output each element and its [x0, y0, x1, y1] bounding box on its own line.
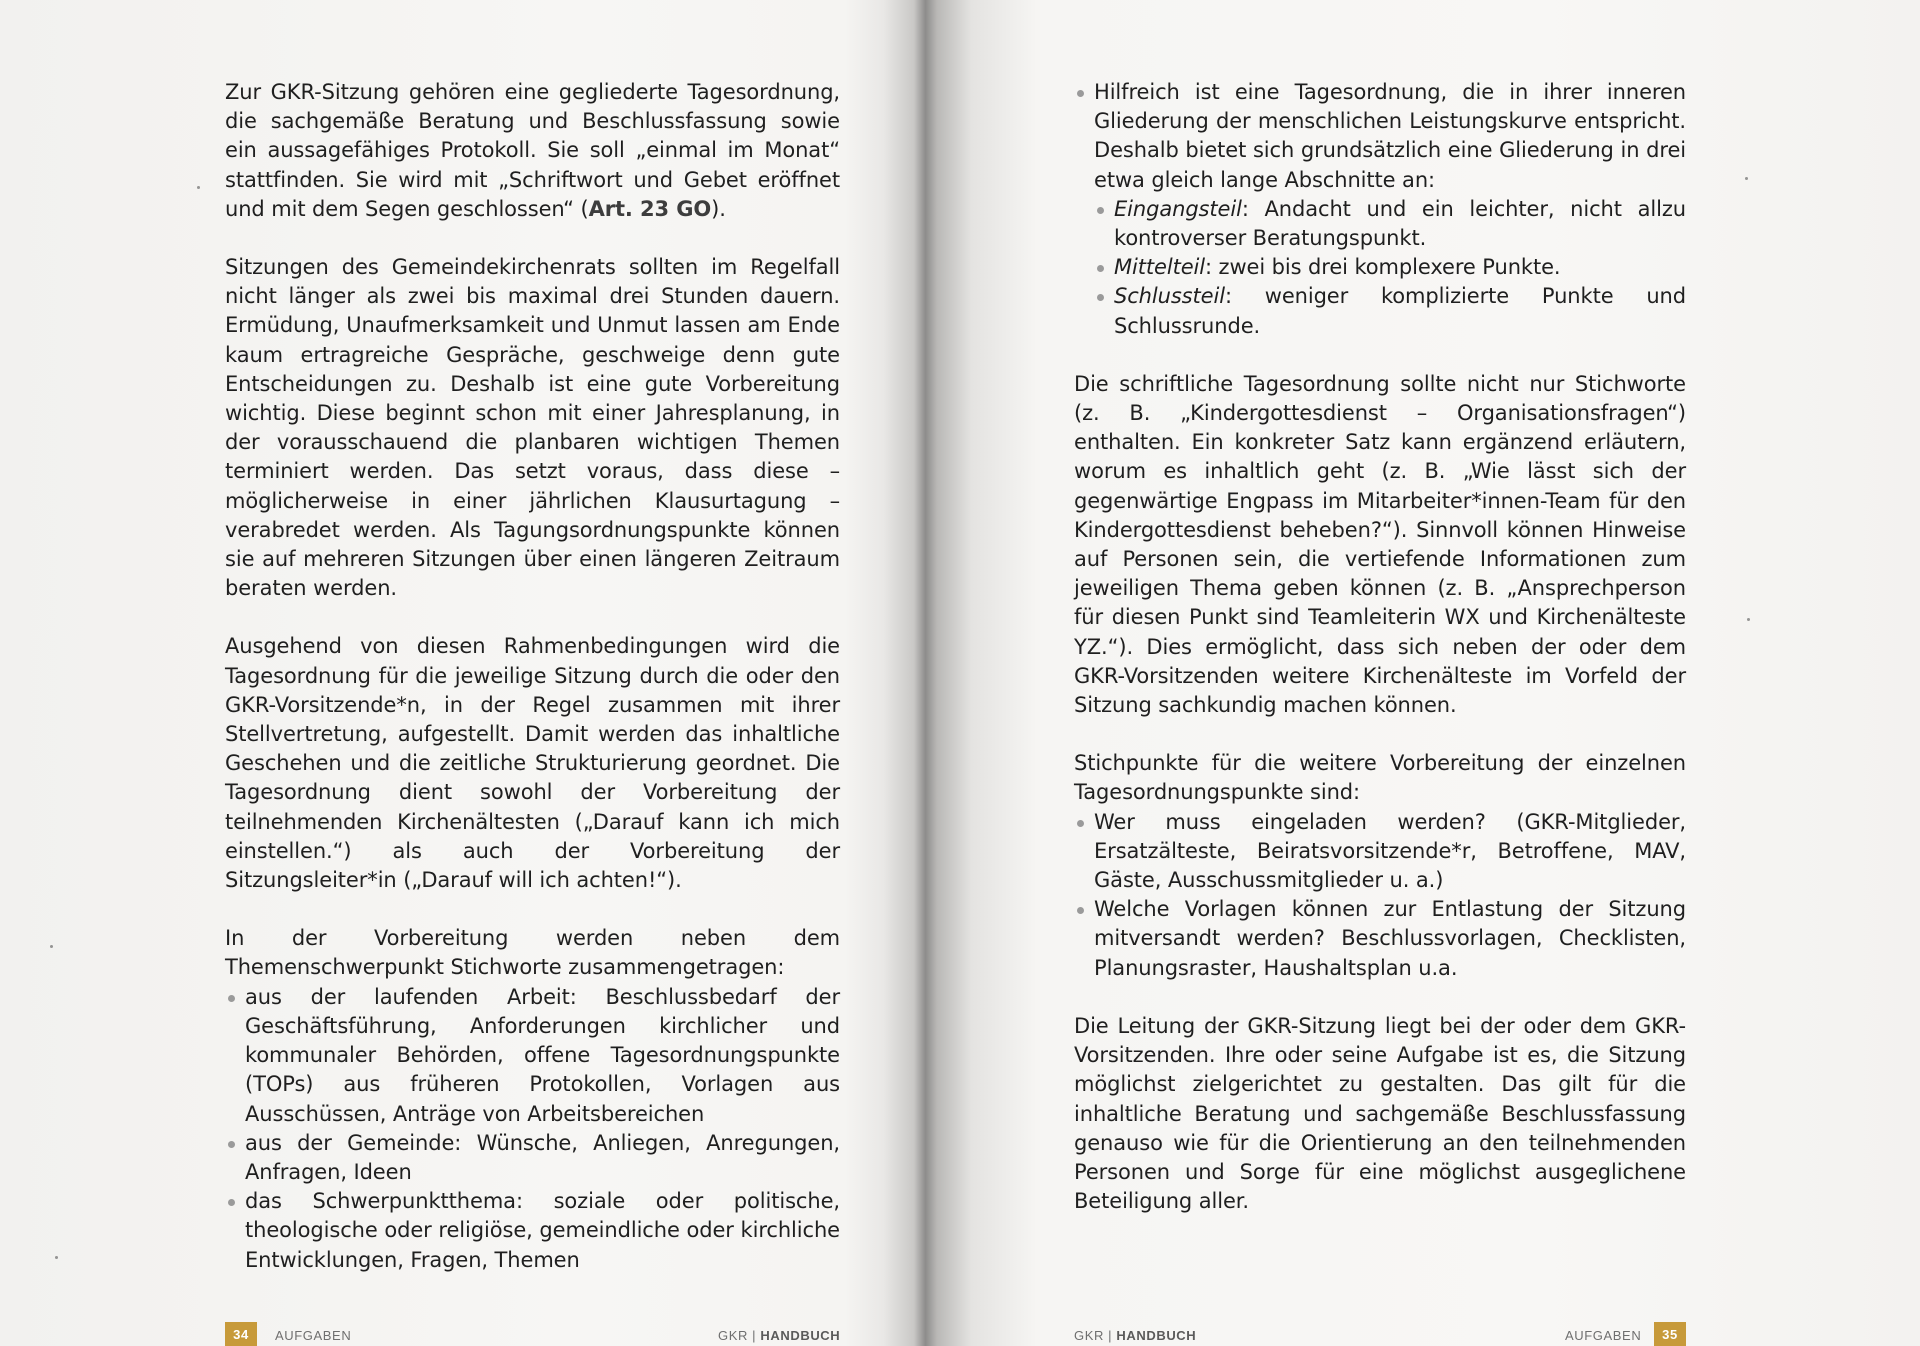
- paper-speck: [1745, 177, 1748, 180]
- bullet-list: [1074, 808, 1686, 983]
- paragraph-text: Zur GKR-Sitzung gehören eine gegliederte Tagesordnung, die sachgemäße Beratung und Beschlussfassung sowie ein aussagefähiges Protokoll. Sie soll „einmal im Monat“ stattfinden. Sie wird mit „Schriftwort und Gebet eröffnet und mit dem Segen geschlossen“ (: [225, 80, 840, 221]
- paragraph-sitzungsdauer: Sitzungen des Gemeindekirchenrats sollten im Regelfall nicht länger als zwei bis maximal drei Stunden dauern. Ermüdung, Unaufmerksamkeit und Unmut lassen am Ende kaum ertragreiche Gespräche, geschweige denn gute Entscheidungen zu. Deshalb ist eine gute Vorbereitung wichtig. Diese beginnt schon mit einer Jahresplanung, in der vorausschauend die planbaren wichtigen Themen terminiert werden. Das setzt voraus, dass diese – möglicherweise in einer jährlichen Klausurtagung – verabredet werden. Als Tagungsordnungspunkte können sie auf mehreren Sitzungen über einen längeren Zeitraum beraten werden.: [225, 255, 840, 601]
- list-item: [1094, 282, 1686, 340]
- paragraph-vorbereitung: [225, 924, 840, 1274]
- paragraph-schriftliche-tagesordnung: Die schriftliche Tagesordnung sollte nicht nur Stichworte (z. B. „Kindergottesdienst – Organisationsfragen“) enthalten. Ein konkreter Satz kann ergänzend erläutern, worum es inhaltlich geht (z. B. „Wie lässt sich der gegenwärtige Engpass im Mitarbeiter*innen-Team für den Kindergottesdienst beheben?“). Sinnvoll können Hinweise auf Personen sein, die vertiefende Informationen zum jeweiligen Thema geben können (z. B. „Ansprechperson für diesen Punkt sind Teamleiterin WX und Kirchenälteste YZ.“). Dies ermöglicht, dass sich neben der oder dem GKR-Vorsitzenden weitere Kirchenälteste im Vorfeld der Sitzung sachkundig machen können.: [1074, 371, 1686, 718]
- section-label: AUFGABEN: [275, 1328, 352, 1343]
- list-item: Welche Vorlagen können zur Entlastung der Sitzung mitversandt werden? Beschlussvorlagen, Checklisten, Planungsraster, Haushaltsplan u.a.: [1074, 895, 1686, 983]
- paragraph-intro: Stichpunkte für die weitere Vorbereitung der einzelnen Tagesordnungspunkte sind:: [1074, 751, 1686, 805]
- term: Mittelteil: [1114, 255, 1205, 280]
- left-page-body: [225, 78, 840, 1275]
- list-item: Wer muss eingeladen werden? (GKR-Mitglieder, Ersatzälteste, Beiratsvorsitzende*r, Betroffene, MAV, Gäste, Ausschussmitglieder u. a.): [1074, 808, 1686, 896]
- bullet-list: [225, 983, 840, 1275]
- paragraph-leitung: Die Leitung der GKR-Sitzung liegt bei der oder dem GKR-Vorsitzenden. Ihre oder seine Aufgabe ist es, die Sitzung möglichst zielgerichtet zu gestalten. Das gilt für die inhaltliche Beratung und sachgemäße Beschlussfassung genauso wie für die Orientierung an den teilnehmenden Personen und Sorge für eine möglichst ausgeglichene Beteiligung aller.: [1074, 1013, 1686, 1214]
- left-page: [0, 0, 930, 1346]
- page-number: 35: [1654, 1322, 1686, 1346]
- term: Eingangsteil: [1114, 196, 1242, 221]
- list-item: [1094, 253, 1686, 282]
- term: Schlussteil: [1114, 284, 1225, 309]
- right-page-body: [1074, 78, 1686, 1216]
- right-page: [960, 0, 1920, 1346]
- paragraph-rahmenbedingungen: Ausgehend von diesen Rahmenbedingungen wird die Tagesordnung für die jeweilige Sitzung durch die oder den GKR-Vorsitzende*n, in der Regel zusammen mit ihrer Stellvertretung, aufgestellt. Damit werden das inhaltliche Geschehen und die zeitliche Strukturierung geordnet. Die Tagesordnung dient sowohl der Vorbereitung der teilnehmenden Kirchenältesten („Darauf kann ich mich einstellen.“) als auch der Vorbereitung der Sitzungsleiter*in („Darauf will ich achten!“).: [225, 634, 840, 893]
- page-number: 34: [225, 1322, 257, 1346]
- paper-speck: [197, 186, 200, 189]
- paragraph-stichpunkte: [1074, 749, 1686, 983]
- article-reference: Art. 23 GO: [588, 196, 712, 221]
- paper-speck: [50, 945, 53, 948]
- term-description: : Andacht und ein leichter, nicht allzu kontroverser Beratungspunkt.: [1114, 196, 1686, 251]
- list-item: aus der laufenden Arbeit: Beschlussbedarf der Geschäftsführung, Anforderungen kirchlicher und kommunaler Behörden, offene Tagesordnungspunkte (TOPs) aus früheren Protokollen, Vorlagen aus Ausschüssen, Anträge von Arbeitsbereichen: [225, 983, 840, 1129]
- list-item: aus der Gemeinde: Wünsche, Anliegen, Anregungen, Anfragen, Ideen: [225, 1129, 840, 1187]
- term-description: : weniger komplizierte Punkte und Schlussrunde.: [1114, 284, 1686, 338]
- running-title-bold: HANDBUCH: [1116, 1328, 1197, 1343]
- paragraph-intro: In der Vorbereitung werden neben dem Themenschwerpunkt Stichworte zusammengetragen:: [225, 926, 840, 980]
- sub-bullet-list: [1074, 195, 1686, 341]
- term-description: : zwei bis drei komplexere Punkte.: [1205, 255, 1561, 280]
- list-item: [1094, 195, 1686, 253]
- paper-speck: [55, 1256, 58, 1259]
- paragraph-gliederung: [1074, 78, 1686, 341]
- running-title-prefix: GKR |: [718, 1328, 761, 1343]
- running-title-prefix: GKR |: [1074, 1328, 1117, 1343]
- section-label: AUFGABEN: [1565, 1328, 1642, 1343]
- running-title: [1074, 1328, 1196, 1343]
- paragraph-text-end: ).: [711, 196, 726, 221]
- paper-speck: [1747, 618, 1750, 621]
- running-title-bold: HANDBUCH: [760, 1328, 841, 1343]
- list-item: Hilfreich ist eine Tagesordnung, die in ihrer inneren Gliederung der menschlichen Leistungskurve entspricht. Deshalb bietet sich grundsätzlich eine Gliederung in drei etwa gleich lange Abschnitte an:: [1074, 78, 1686, 195]
- paragraph-gkr-sitzung: [225, 78, 840, 224]
- list-item: das Schwerpunktthema: soziale oder politische, theologische oder religiöse, gemeindliche oder kirchliche Entwicklungen, Fragen, Themen: [225, 1187, 840, 1275]
- running-title: [718, 1328, 840, 1343]
